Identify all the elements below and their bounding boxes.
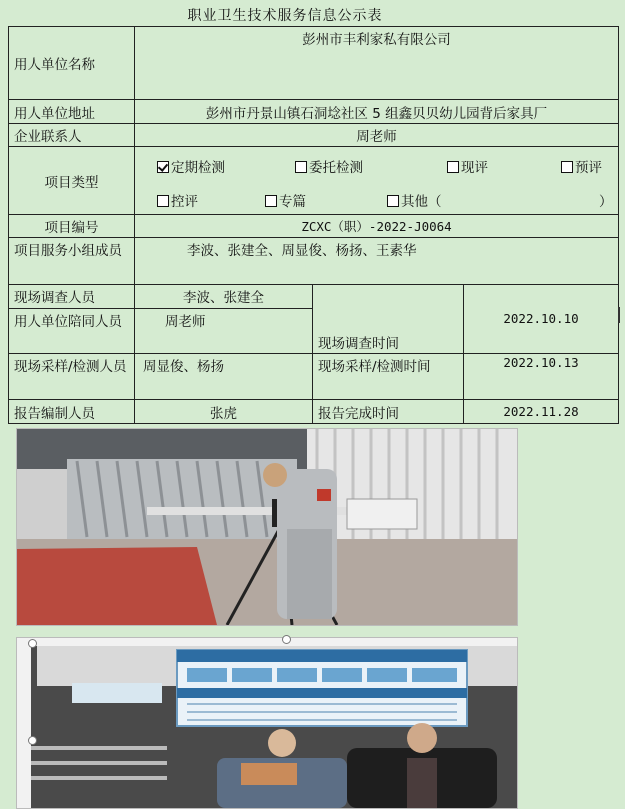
sampling-time-value: 2022.10.13 — [464, 353, 619, 400]
checkbox-icon[interactable] — [447, 161, 459, 173]
team-label: 项目服务小组成员 — [9, 238, 135, 285]
survey-staff-label: 现场调查人员 — [9, 285, 135, 308]
resize-handle-icon[interactable] — [28, 736, 37, 745]
checkbox-icon[interactable] — [387, 195, 399, 207]
option-other[interactable]: 其他（ — [387, 190, 442, 210]
field-sampling-photo[interactable] — [16, 428, 518, 626]
sampling-staff-label: 现场采样/检测人员 — [9, 353, 135, 400]
checkbox-icon[interactable] — [295, 161, 307, 173]
contact-value: 周老师 — [135, 123, 619, 146]
option-pre-eval[interactable]: 预评 — [561, 156, 602, 176]
checkbox-icon[interactable] — [561, 161, 573, 173]
page-title: 职业卫生技术服务信息公示表 — [187, 8, 383, 24]
survey-staff-value: 李波、张建全 — [135, 285, 313, 308]
unit-name-label: 用人单位名称 — [9, 27, 135, 100]
checkbox-icon[interactable] — [265, 195, 277, 207]
option-current-eval[interactable]: 现评 — [447, 156, 488, 176]
project-type-label: 项目类型 — [9, 147, 135, 214]
sampling-staff-value: 周显俊、杨扬 — [135, 353, 313, 400]
option-periodic[interactable]: 定期检测 — [157, 156, 225, 176]
report-time-value: 2022.11.28 — [464, 400, 619, 424]
project-type-options — [135, 147, 619, 214]
survey-time-value: 2022.10.10 — [464, 285, 619, 353]
checkbox-icon[interactable] — [157, 195, 169, 207]
checkbox-checked-icon[interactable] — [157, 161, 169, 173]
unit-address-label: 用人单位地址 — [9, 100, 135, 123]
field-sampling-illustration — [17, 429, 517, 625]
report-time-label: 报告完成时间 — [313, 400, 464, 424]
info-table — [8, 26, 619, 424]
group-photo-illustration — [17, 638, 517, 808]
option-commissioned[interactable]: 委托检测 — [295, 156, 363, 176]
resize-handle-icon[interactable] — [282, 635, 291, 644]
report-staff-value: 张虎 — [135, 400, 313, 424]
other-close-paren: ） — [599, 193, 613, 210]
escort-label: 用人单位陪同人员 — [9, 308, 135, 353]
unit-name-value: 彭州市丰利家私有限公司 — [135, 27, 619, 100]
text-cursor-mark — [618, 307, 620, 323]
report-staff-label: 报告编制人员 — [9, 400, 135, 424]
escort-value: 周老师 — [135, 308, 313, 353]
project-code-label: 项目编号 — [9, 214, 135, 237]
unit-address-value: 彭州市丹景山镇石洞埝社区 5 组鑫贝贝幼儿园背后家具厂 — [135, 100, 619, 123]
group-photo[interactable] — [16, 637, 518, 809]
survey-time-label: 现场调查时间 — [313, 285, 464, 353]
option-control-eval[interactable]: 控评 — [157, 190, 198, 210]
option-special[interactable]: 专篇 — [265, 190, 306, 210]
sampling-time-label: 现场采样/检测时间 — [313, 353, 464, 400]
team-value: 李波、张建全、周显俊、杨扬、王素华 — [135, 238, 619, 285]
contact-label: 企业联系人 — [9, 123, 135, 146]
project-code-value: ZCXC（职）-2022-J0064 — [135, 214, 619, 237]
resize-handle-icon[interactable] — [28, 639, 37, 648]
